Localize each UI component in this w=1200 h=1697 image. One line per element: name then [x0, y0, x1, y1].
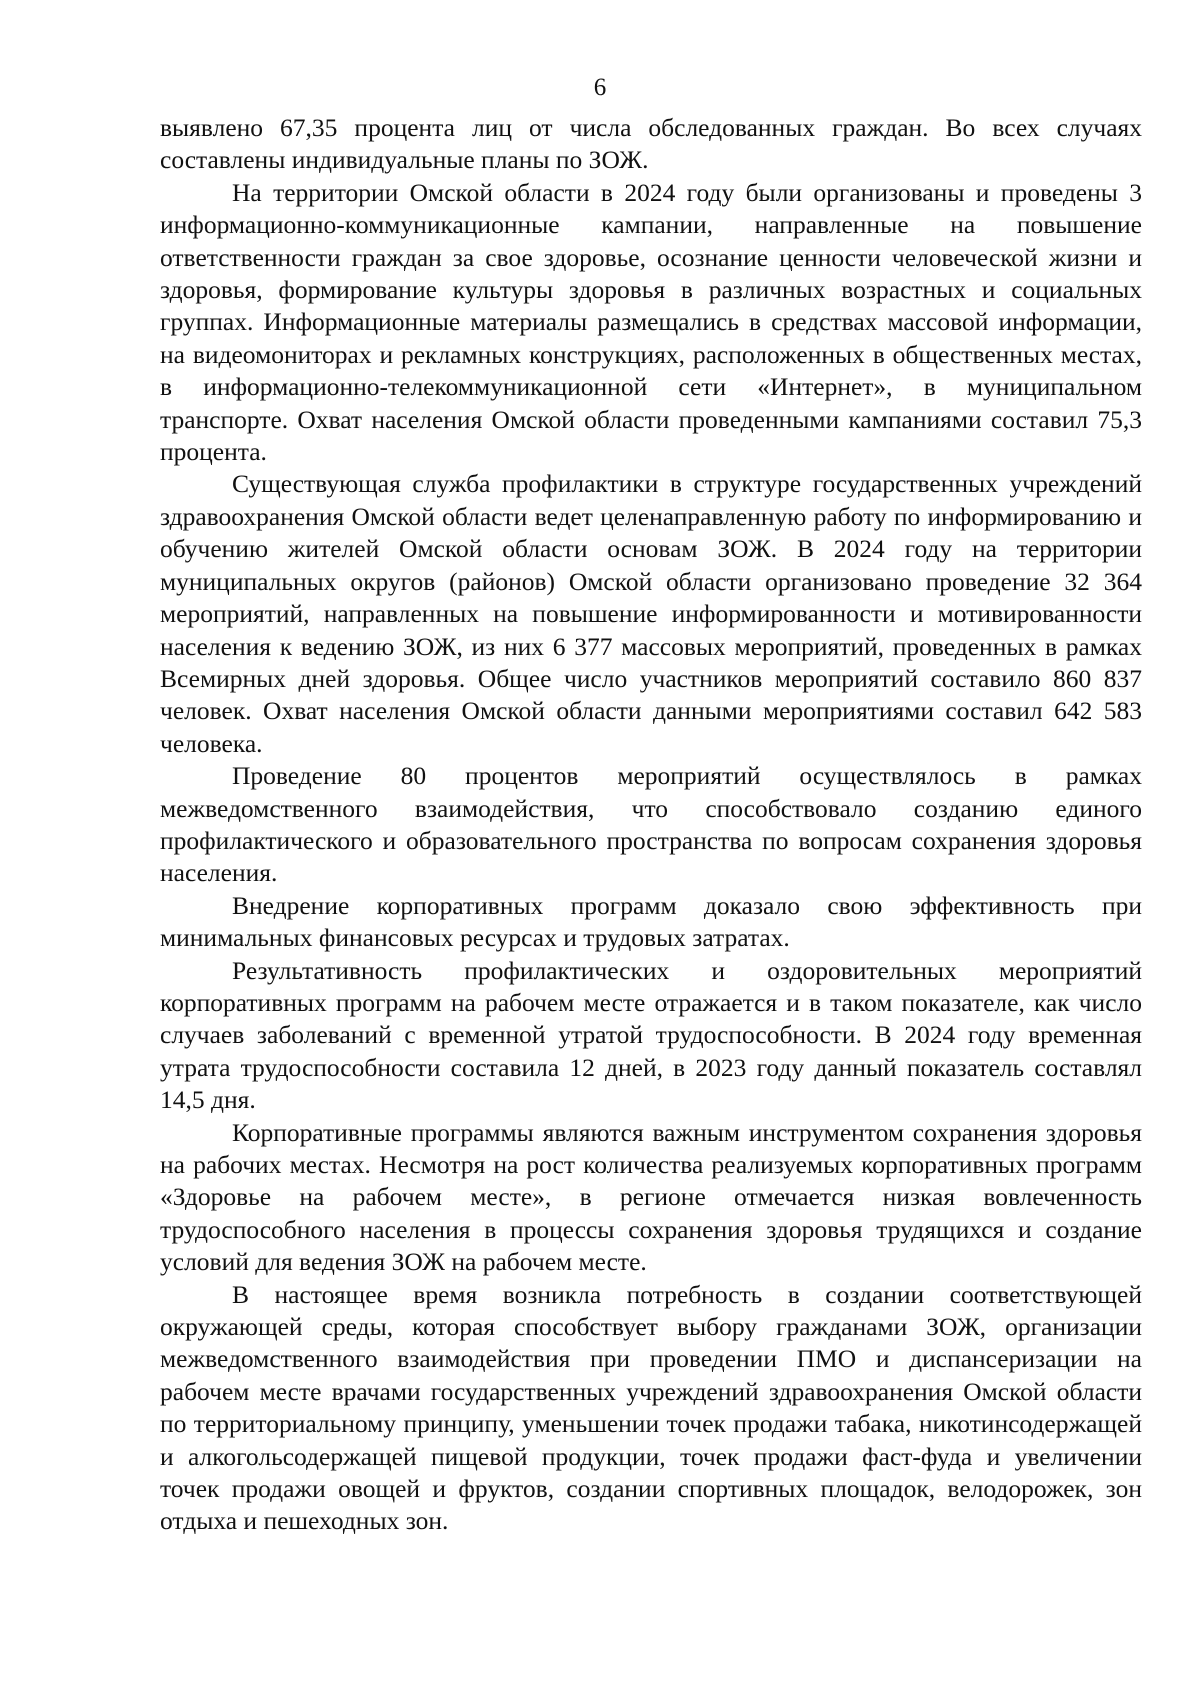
paragraph-prevention-service: Существующая служба профилактики в структуре государственных учреждений здравоохранения Омской области ведет целенаправленную работу по информированию и обучению жителей Омской области основам ЗОЖ. В 2024 году на территории муниципальных округов (районов) Омской области организовано проведение 32 364 мероприятий, направленных на повышение информированности и мотивированности населения к ведению ЗОЖ, из них 6 377 массовых мероприятий, проведенных в рамках Всемирных дней здоровья. Общее число участников мероприятий составило 860 837 человек. Охват населения Омской области данными мероприятиями составил 642 583 человека. [160, 469, 1142, 758]
paragraph-corporate-efficiency: Внедрение корпоративных программ доказало свою эффективность при минимальных финансовых ресурсах и трудовых затратах. [160, 890, 1142, 953]
paragraph-corporate-programs: Корпоративные программы являются важным инструментом сохранения здоровья на рабочих местах. Несмотря на рост количества реализуемых корпоративных программ «Здоровье на рабочем месте», в регионе отмечается низкая вовлеченность трудоспособного населения в процессы сохранения здоровья трудящихся и создание условий для ведения ЗОЖ на рабочем месте. [160, 1117, 1142, 1277]
page-number: 6 [593, 74, 607, 101]
paragraph-continuation: выявлено 67,35 процента лиц от числа обследованных граждан. Во всех случаях составлены индивидуальные планы по ЗОЖ. [160, 113, 1142, 175]
paragraph-info-campaigns: На территории Омской области в 2024 году были организованы и проведены 3 информационно-коммуникационные кампании, направленные на повышение ответственности граждан за свое здоровье, осознание ценности человеческой жизни и здоровья, формирование культуры здоровья в различных возрастных и социальных группах. Информационные материалы размещались в средствах массовой информации, на видеомониторах и рекламных конструкциях, расположенных в общественных местах, в информационно-телекоммуникационной сети «Интернет», в муниципальном транспорте. Охват населения Омской области проведенными кампаниями составил 75,3 процента. [160, 177, 1142, 467]
paragraph-corporate-results: Результативность профилактических и оздоровительных мероприятий корпоративных программ на рабочем месте отражается и в таком показателе, как число случаев заболеваний с временной утратой трудоспособности. В 2024 году временная утрата трудоспособности составила 12 дней, в 2023 году данный показатель составлял 14,5 дня. [160, 955, 1142, 1115]
paragraph-interagency: Проведение 80 процентов мероприятий осуществлялось в рамках межведомственного взаимодействия, что способствовало созданию единого профилактического и образовательного пространства по вопросам сохранения здоровья населения. [160, 761, 1142, 888]
paragraph-environment-needs: В настоящее время возникла потребность в создании соответствующей окружающей среды, которая способствует выбору гражданами ЗОЖ, организации межведомственного взаимодействия при проведении ПМО и диспансеризации на рабочем месте врачами государственных учреждений здравоохранения Омской области по территориальному принципу, уменьшении точек продажи табака, никотинсодержащей и алкогольсодержащей пищевой продукции, точек продажи фаст-фуда и увеличении точек продажи овощей и фруктов, создании спортивных площадок, велодорожек, зон отдыха и пешеходных зон. [160, 1279, 1142, 1536]
document-body [160, 112, 1142, 1538]
